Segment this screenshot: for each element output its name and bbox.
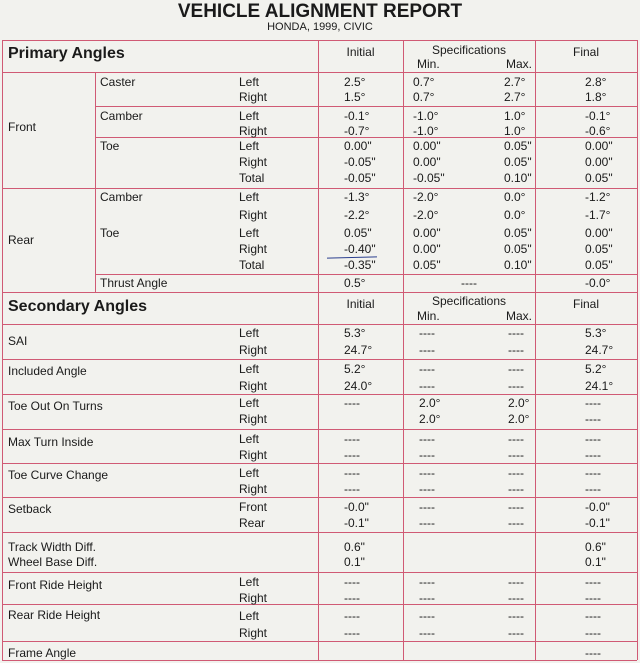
initial-value: ----: [344, 432, 360, 446]
final-value: -0.1": [585, 516, 610, 530]
final-value: 1.8°: [585, 90, 607, 104]
min-value: ----: [419, 466, 435, 480]
min-value: 0.7°: [413, 75, 435, 89]
angle-label: Max Turn Inside: [8, 435, 94, 449]
min-value: ----: [419, 500, 435, 514]
initial-value: -0.1°: [344, 109, 370, 123]
side-label: Left: [239, 609, 260, 623]
side-label: Left: [239, 190, 260, 204]
max-value: 0.0°: [504, 190, 526, 204]
final-value: 0.00": [585, 226, 613, 240]
column-line: [318, 40, 319, 660]
angle-label: Toe Out On Turns: [8, 399, 103, 413]
final-value: 2.8°: [585, 75, 607, 89]
initial-value: 2.5°: [344, 75, 366, 89]
min-value: 0.00": [413, 242, 441, 256]
final-value: ----: [585, 466, 601, 480]
initial-value: ----: [344, 466, 360, 480]
side-label: Right: [239, 482, 268, 496]
min-column-header: Min.: [417, 309, 440, 323]
side-label: Left: [239, 75, 260, 89]
final-value: ----: [585, 432, 601, 446]
max-value: 0.0°: [504, 208, 526, 222]
angle-label: Included Angle: [8, 364, 87, 378]
group-label: Rear: [8, 233, 35, 247]
final-value: -1.7°: [585, 208, 611, 222]
side-label: Right: [239, 208, 268, 222]
initial-value: 0.6": [344, 540, 365, 554]
angle-label: Camber: [100, 109, 143, 123]
max-value: ----: [508, 575, 524, 589]
max-column-header: Max.: [506, 309, 533, 323]
rule-line: [2, 660, 637, 661]
side-label: Right: [239, 379, 268, 393]
side-label: Left: [239, 432, 260, 446]
final-value: ----: [585, 626, 601, 640]
side-label: Rear: [239, 516, 266, 530]
max-value: 2.0°: [508, 396, 530, 410]
side-label: Total: [239, 171, 265, 185]
final-value: ----: [585, 646, 601, 660]
max-value: ----: [508, 326, 524, 340]
column-line: [535, 40, 536, 660]
initial-column-header: Initial: [346, 297, 375, 311]
min-value: 0.7°: [413, 90, 435, 104]
final-value: 5.3°: [585, 326, 607, 340]
final-value: ----: [585, 575, 601, 589]
final-value: 0.00": [585, 139, 613, 153]
side-label: Right: [239, 155, 268, 169]
min-value: -0.05": [413, 171, 445, 185]
min-column-header: Min.: [417, 57, 440, 71]
initial-value: -2.2°: [344, 208, 370, 222]
min-value: 2.0°: [419, 396, 441, 410]
angle-label: SAI: [8, 334, 28, 348]
rule-line: [2, 604, 637, 605]
initial-value: 1.5°: [344, 90, 366, 104]
initial-value: -1.3°: [344, 190, 370, 204]
final-value: ----: [585, 591, 601, 605]
max-value: 1.0°: [504, 109, 526, 123]
final-value: 24.7°: [585, 343, 614, 357]
rule-line: [2, 394, 637, 395]
initial-value: -0.05": [344, 171, 376, 185]
rule-line: [95, 106, 637, 107]
final-value: 5.2°: [585, 362, 607, 376]
rule-line: [2, 463, 637, 464]
angle-label: Camber: [100, 190, 143, 204]
initial-value: ----: [344, 448, 360, 462]
initial-value: 0.1": [344, 555, 365, 569]
side-label: Left: [239, 466, 260, 480]
rule-line: [2, 292, 637, 293]
max-value: ----: [508, 482, 524, 496]
max-value: ----: [508, 516, 524, 530]
side-label: Right: [239, 90, 268, 104]
min-value: ----: [419, 575, 435, 589]
side-label: Right: [239, 626, 268, 640]
side-label: Right: [239, 412, 268, 426]
side-label: Left: [239, 575, 260, 589]
min-value: ----: [419, 343, 435, 357]
side-label: Right: [239, 242, 268, 256]
max-value: ----: [508, 379, 524, 393]
spec-na: ----: [461, 276, 477, 290]
min-value: ----: [419, 326, 435, 340]
min-value: -1.0°: [413, 124, 439, 138]
max-value: 1.0°: [504, 124, 526, 138]
max-value: ----: [508, 466, 524, 480]
angle-label: Toe: [100, 226, 120, 240]
angle-label: Rear Ride Height: [8, 608, 101, 622]
max-value: ----: [508, 591, 524, 605]
final-value: 0.05": [585, 171, 613, 185]
min-value: ----: [419, 432, 435, 446]
side-label: Left: [239, 226, 260, 240]
max-value: 2.7°: [504, 90, 526, 104]
angle-label: Caster: [100, 75, 136, 89]
max-value: 0.05": [504, 226, 532, 240]
rule-line: [2, 72, 637, 73]
final-value: ----: [585, 609, 601, 623]
final-value: 0.00": [585, 155, 613, 169]
final-value: -0.6°: [585, 124, 611, 138]
side-label: Left: [239, 326, 260, 340]
min-value: 2.0°: [419, 412, 441, 426]
rule-line: [2, 188, 637, 189]
min-value: 0.00": [413, 155, 441, 169]
final-value: 0.05": [585, 258, 613, 272]
initial-value: 24.7°: [344, 343, 373, 357]
initial-column-header: Initial: [346, 45, 375, 59]
rule-line: [2, 359, 637, 360]
side-label: Left: [239, 362, 260, 376]
max-value: 0.05": [504, 242, 532, 256]
angle-label: Track Width Diff.: [8, 540, 97, 554]
side-label: Front: [239, 500, 268, 514]
column-line: [2, 40, 3, 660]
rule-line: [95, 274, 637, 275]
initial-value: 24.0°: [344, 379, 373, 393]
side-label: Left: [239, 109, 260, 123]
min-value: 0.00": [413, 226, 441, 240]
max-value: 0.10": [504, 258, 532, 272]
initial-value: 0.5°: [344, 276, 366, 290]
final-value: 0.05": [585, 242, 613, 256]
side-label: Total: [239, 258, 265, 272]
rule-line: [2, 572, 637, 573]
max-value: ----: [508, 362, 524, 376]
min-value: ----: [419, 482, 435, 496]
report-subtitle: HONDA, 1999, CIVIC: [267, 21, 373, 33]
angle-label: Toe Curve Change: [8, 468, 109, 482]
final-value: 24.1°: [585, 379, 614, 393]
min-value: ----: [419, 448, 435, 462]
final-value: ----: [585, 396, 601, 410]
min-value: -2.0°: [413, 190, 439, 204]
column-line: [95, 72, 96, 292]
rule-line: [2, 497, 637, 498]
final-value: -0.1°: [585, 109, 611, 123]
max-value: ----: [508, 432, 524, 446]
initial-value: ----: [344, 609, 360, 623]
min-value: -2.0°: [413, 208, 439, 222]
min-value: ----: [419, 379, 435, 393]
max-value: ----: [508, 609, 524, 623]
final-value: ----: [585, 412, 601, 426]
final-value: -0.0": [585, 500, 610, 514]
side-label: Right: [239, 448, 268, 462]
min-value: 0.05": [413, 258, 441, 272]
angle-label: Thrust Angle: [100, 276, 168, 290]
rule-line: [2, 324, 637, 325]
specifications-header: Specifications: [431, 43, 507, 57]
final-column-header: Final: [572, 45, 599, 59]
initial-value: -0.7°: [344, 124, 370, 138]
initial-value: ----: [344, 482, 360, 496]
rule-line: [2, 532, 637, 533]
max-value: 2.7°: [504, 75, 526, 89]
max-value: 0.05": [504, 155, 532, 169]
max-value: ----: [508, 343, 524, 357]
primary-heading: Primary Angles: [8, 45, 125, 62]
min-value: ----: [419, 591, 435, 605]
side-label: Left: [239, 139, 260, 153]
initial-value: 0.05": [344, 226, 372, 240]
angle-label: Toe: [100, 139, 120, 153]
report-title: VEHICLE ALIGNMENT REPORT: [177, 1, 463, 22]
angle-label: Wheel Base Diff.: [8, 555, 98, 569]
angle-label: Setback: [8, 502, 52, 516]
max-value: 2.0°: [508, 412, 530, 426]
rule-line: [2, 429, 637, 430]
initial-value: ----: [344, 626, 360, 640]
initial-value: ----: [344, 591, 360, 605]
final-value: -1.2°: [585, 190, 611, 204]
rule-line: [2, 40, 637, 41]
initial-value: -0.05": [344, 155, 376, 169]
initial-value: ----: [344, 575, 360, 589]
max-value: ----: [508, 500, 524, 514]
final-value: 0.6": [585, 540, 606, 554]
max-value: ----: [508, 626, 524, 640]
initial-value: ----: [344, 396, 360, 410]
final-value: ----: [585, 482, 601, 496]
initial-value: 5.3°: [344, 326, 366, 340]
initial-value: -0.1": [344, 516, 369, 530]
final-value: ----: [585, 448, 601, 462]
initial-value: -0.0": [344, 500, 369, 514]
max-column-header: Max.: [506, 57, 533, 71]
initial-value: -0.40": [344, 242, 376, 256]
column-line: [403, 40, 404, 660]
min-value: ----: [419, 626, 435, 640]
angle-label: Front Ride Height: [8, 578, 103, 592]
side-label: Left: [239, 396, 260, 410]
initial-value: -0.35": [344, 258, 376, 272]
specifications-header: Specifications: [431, 294, 507, 308]
min-value: ----: [419, 516, 435, 530]
min-value: ----: [419, 362, 435, 376]
max-value: 0.10": [504, 171, 532, 185]
min-value: 0.00": [413, 139, 441, 153]
max-value: 0.05": [504, 139, 532, 153]
side-label: Right: [239, 124, 268, 138]
side-label: Right: [239, 591, 268, 605]
secondary-heading: Secondary Angles: [8, 298, 148, 315]
final-value: -0.0°: [585, 276, 611, 290]
final-column-header: Final: [572, 297, 599, 311]
min-value: -1.0°: [413, 109, 439, 123]
max-value: ----: [508, 448, 524, 462]
initial-value: 0.00": [344, 139, 372, 153]
initial-value: 5.2°: [344, 362, 366, 376]
angle-label: Frame Angle: [8, 646, 77, 660]
group-label: Front: [8, 120, 37, 134]
column-line: [637, 40, 638, 660]
side-label: Right: [239, 343, 268, 357]
final-value: 0.1": [585, 555, 606, 569]
min-value: ----: [419, 609, 435, 623]
rule-line: [2, 641, 637, 642]
